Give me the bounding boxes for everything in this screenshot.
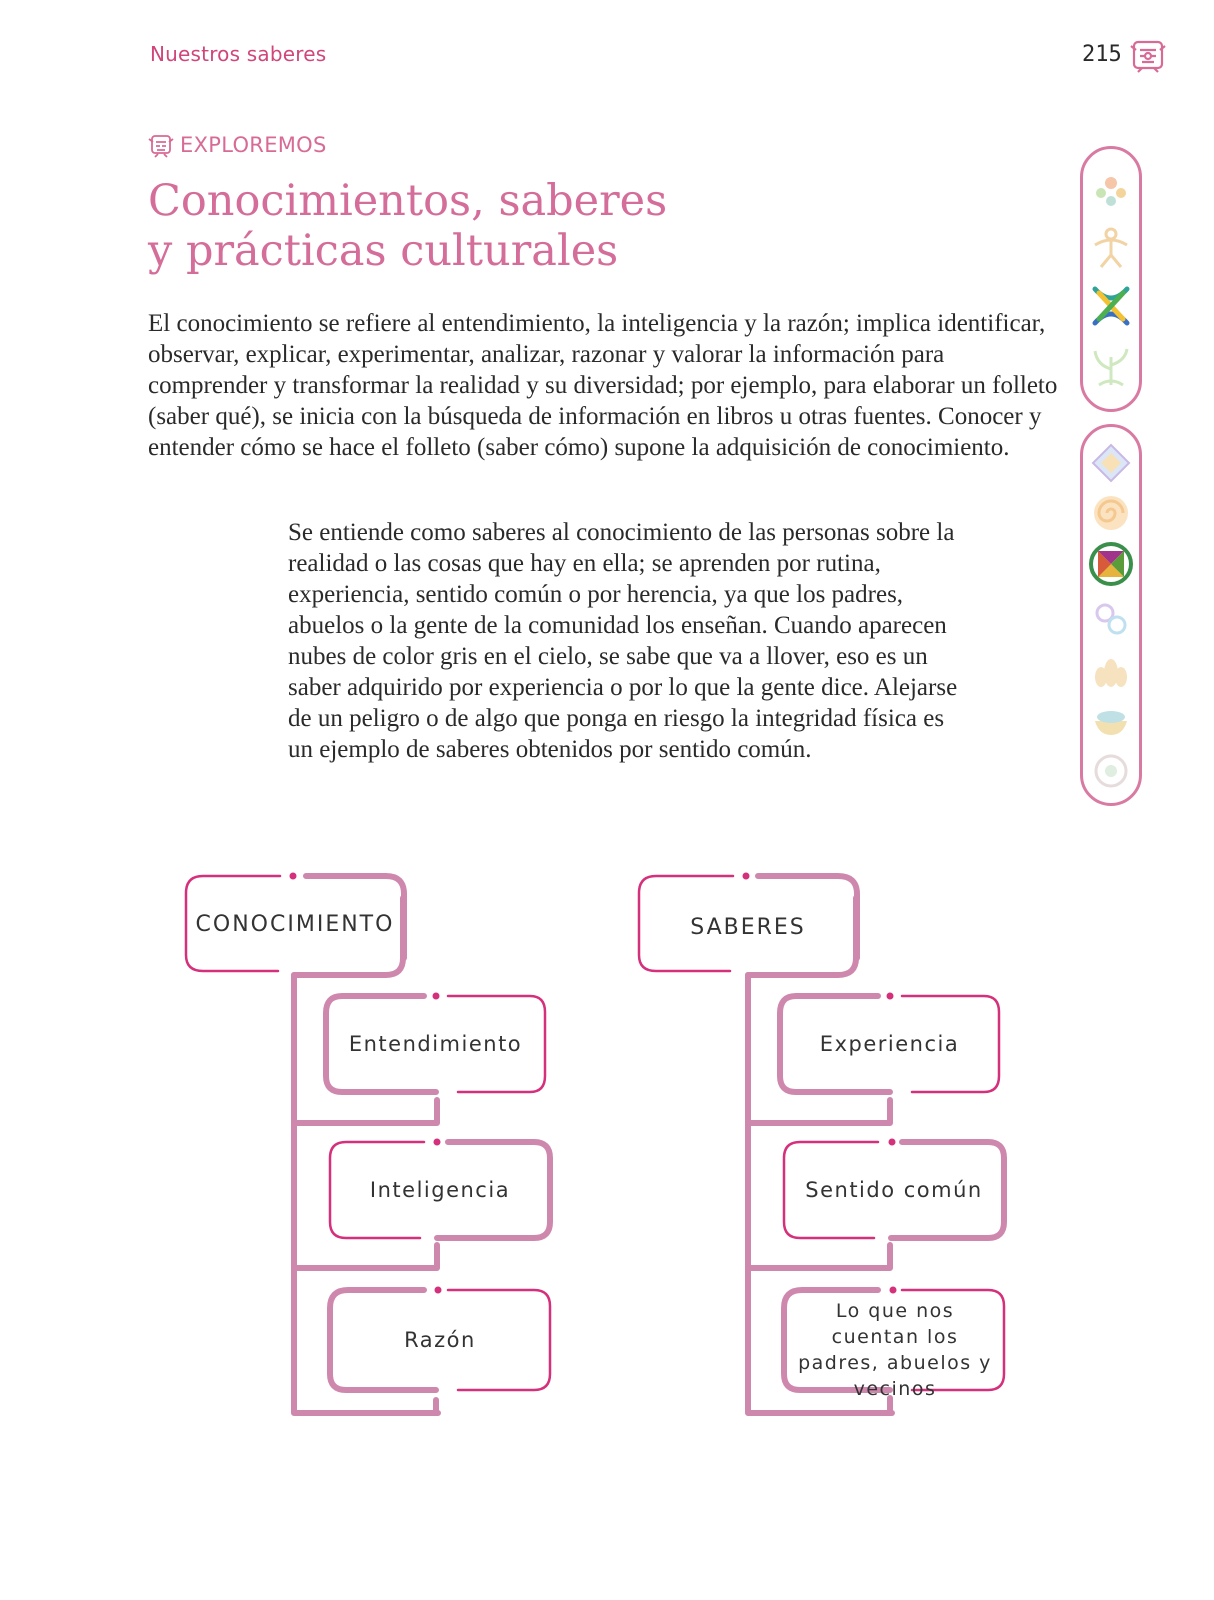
section-label: EXPLOREMOS bbox=[180, 133, 327, 157]
title-line-2: y prácticas culturales bbox=[148, 226, 619, 276]
diagram-item-padres-abuelos-vecinos: Lo que nos cuentan los padres, abuelos y vecinos bbox=[798, 1300, 992, 1400]
diagram-main-saberes: SABERES bbox=[690, 915, 806, 940]
diagram-item-inteligencia: Inteligencia bbox=[369, 1178, 511, 1202]
diagram-item-sentido-comun: Sentido común bbox=[805, 1178, 983, 1202]
running-header: Nuestros saberes bbox=[150, 42, 327, 66]
page-number: 215 bbox=[1082, 42, 1122, 67]
diagram-main-conocimiento: CONOCIMIENTO bbox=[195, 912, 395, 937]
diagram-item-entendimiento: Entendimiento bbox=[348, 1032, 523, 1056]
diagram-item-razon: Razón bbox=[404, 1328, 476, 1352]
diagram-item-experiencia: Experiencia bbox=[819, 1032, 960, 1056]
paragraph-saberes: Se entiende como saberes al conocimiento de las personas sobre la realidad o las cosas que hay en ella; se aprenden por rutina, experiencia, sentido común o por herencia, ya que los padres, abuelos o la gente de la comunidad los enseñan. Cuando aparecen nubes de color gris en el cielo, se sabe que va a llover, eso es un saber adquirido por experiencia o por lo que la gente dice. Alejarse de un peligro o de algo que ponga en riesgo la integridad física es un ejemplo de saberes obtenidos por sentido común. bbox=[288, 519, 958, 763]
title-line-1: Conocimientos, saberes bbox=[148, 176, 668, 226]
paragraph-conocimiento: El conocimiento se refiere al entendimiento, la inteligencia y la razón; implica identificar, observar, explicar, experimentar, analizar, razonar y valorar la información para comprender y transformar la realidad y su diversidad; por ejemplo, para elaborar un folleto (saber qué), se inicia con la búsqueda de información en libros u otras fuentes. Conocer y entender cómo se hace el folleto (saber cómo) supone la adquisición de conocimiento. bbox=[148, 310, 1058, 461]
